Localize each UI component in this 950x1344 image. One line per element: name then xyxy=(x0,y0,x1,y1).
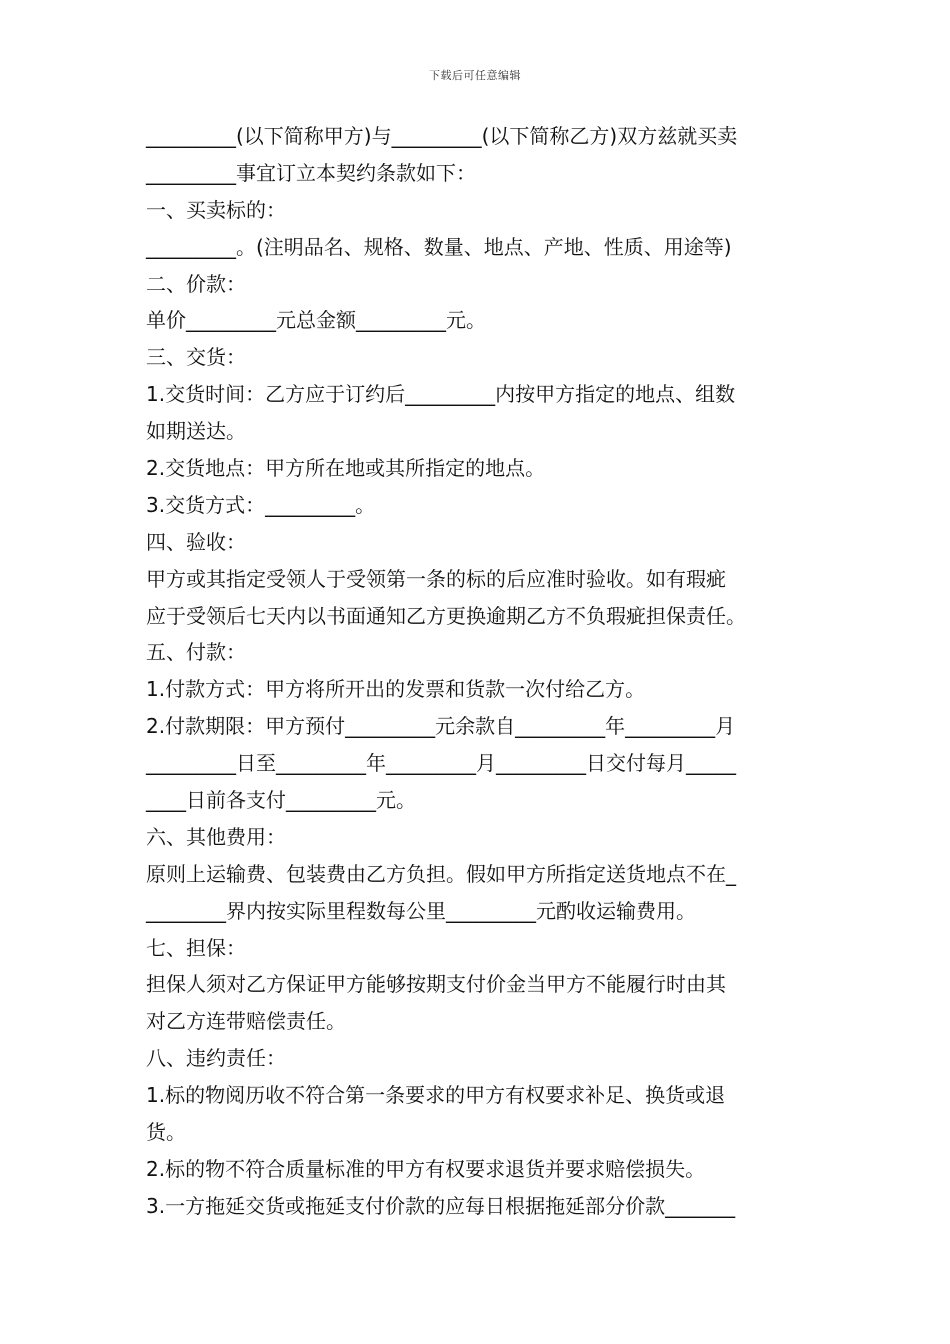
paragraph-line: 1.交货时间：乙方应于订约后_________内按甲方指定的地点、组数 xyxy=(146,382,736,407)
paragraph-line: 对乙方连带赔偿责任。 xyxy=(146,1009,346,1034)
paragraph-line: 如期送达。 xyxy=(146,419,246,444)
paragraph-line: 担保人须对乙方保证甲方能够按期支付价金当甲方不能履行时由其 xyxy=(146,972,726,997)
section-heading: 八、违约责任： xyxy=(146,1046,286,1071)
section-heading: 一、买卖标的： xyxy=(146,197,286,222)
paragraph-line: 2.付款期限：甲方预付_________元余款自_________年_________月 xyxy=(146,714,736,739)
header-note: 下载后可任意编辑 xyxy=(429,69,521,82)
paragraph-line: 1.付款方式：甲方将所开出的发票和货款一次付给乙方。 xyxy=(146,677,646,702)
section-heading: 二、价款： xyxy=(146,271,246,296)
paragraph-line: 甲方或其指定受领人于受领第一条的标的后应准时验收。如有瑕疵 xyxy=(146,566,726,591)
paragraph-line: 2.标的物不符合质量标准的甲方有权要求退货并要求赔偿损失。 xyxy=(146,1156,706,1181)
paragraph-line: ________界内按实际里程数每公里_________元酌收运输费用。 xyxy=(146,898,696,923)
paragraph-line: 3.交货方式：_________。 xyxy=(146,492,376,517)
paragraph-line: _________(以下简称甲方)与_________(以下简称乙方)双方兹就买卖 xyxy=(146,124,738,148)
paragraph-line: ____日前各支付_________元。 xyxy=(146,788,416,813)
section-heading: 六、其他费用： xyxy=(146,824,286,849)
paragraph-line: 1.标的物阅历收不符合第一条要求的甲方有权要求补足、换货或退 xyxy=(146,1083,726,1108)
paragraph-line: 单价_________元总金额_________元。 xyxy=(146,308,486,333)
paragraph-line: _________事宜订立本契约条款如下： xyxy=(146,160,476,185)
section-heading: 五、付款： xyxy=(146,640,246,665)
paragraph-line: 应于受领后七天内以书面通知乙方更换逾期乙方不负瑕疵担保责任。 xyxy=(146,603,746,628)
paragraph-line: _________。(注明品名、规格、数量、地点、产地、性质、用途等) xyxy=(146,234,732,259)
paragraph-line: _________日至_________年_________月_________日交付每月_____ xyxy=(146,751,736,776)
section-heading: 七、担保： xyxy=(146,935,246,960)
paragraph-line: 货。 xyxy=(146,1120,186,1145)
paragraph-line: 2.交货地点：甲方所在地或其所指定的地点。 xyxy=(146,456,546,481)
paragraph-line: 原则上运输费、包装费由乙方负担。假如甲方所指定送货地点不在_ xyxy=(146,861,736,886)
section-heading: 四、验收： xyxy=(146,529,246,554)
section-heading: 三、交货： xyxy=(146,345,246,370)
paragraph-line: 3.一方拖延交货或拖延支付价款的应每日根据拖延部分价款_______ xyxy=(146,1193,736,1218)
document-body xyxy=(146,118,810,1225)
